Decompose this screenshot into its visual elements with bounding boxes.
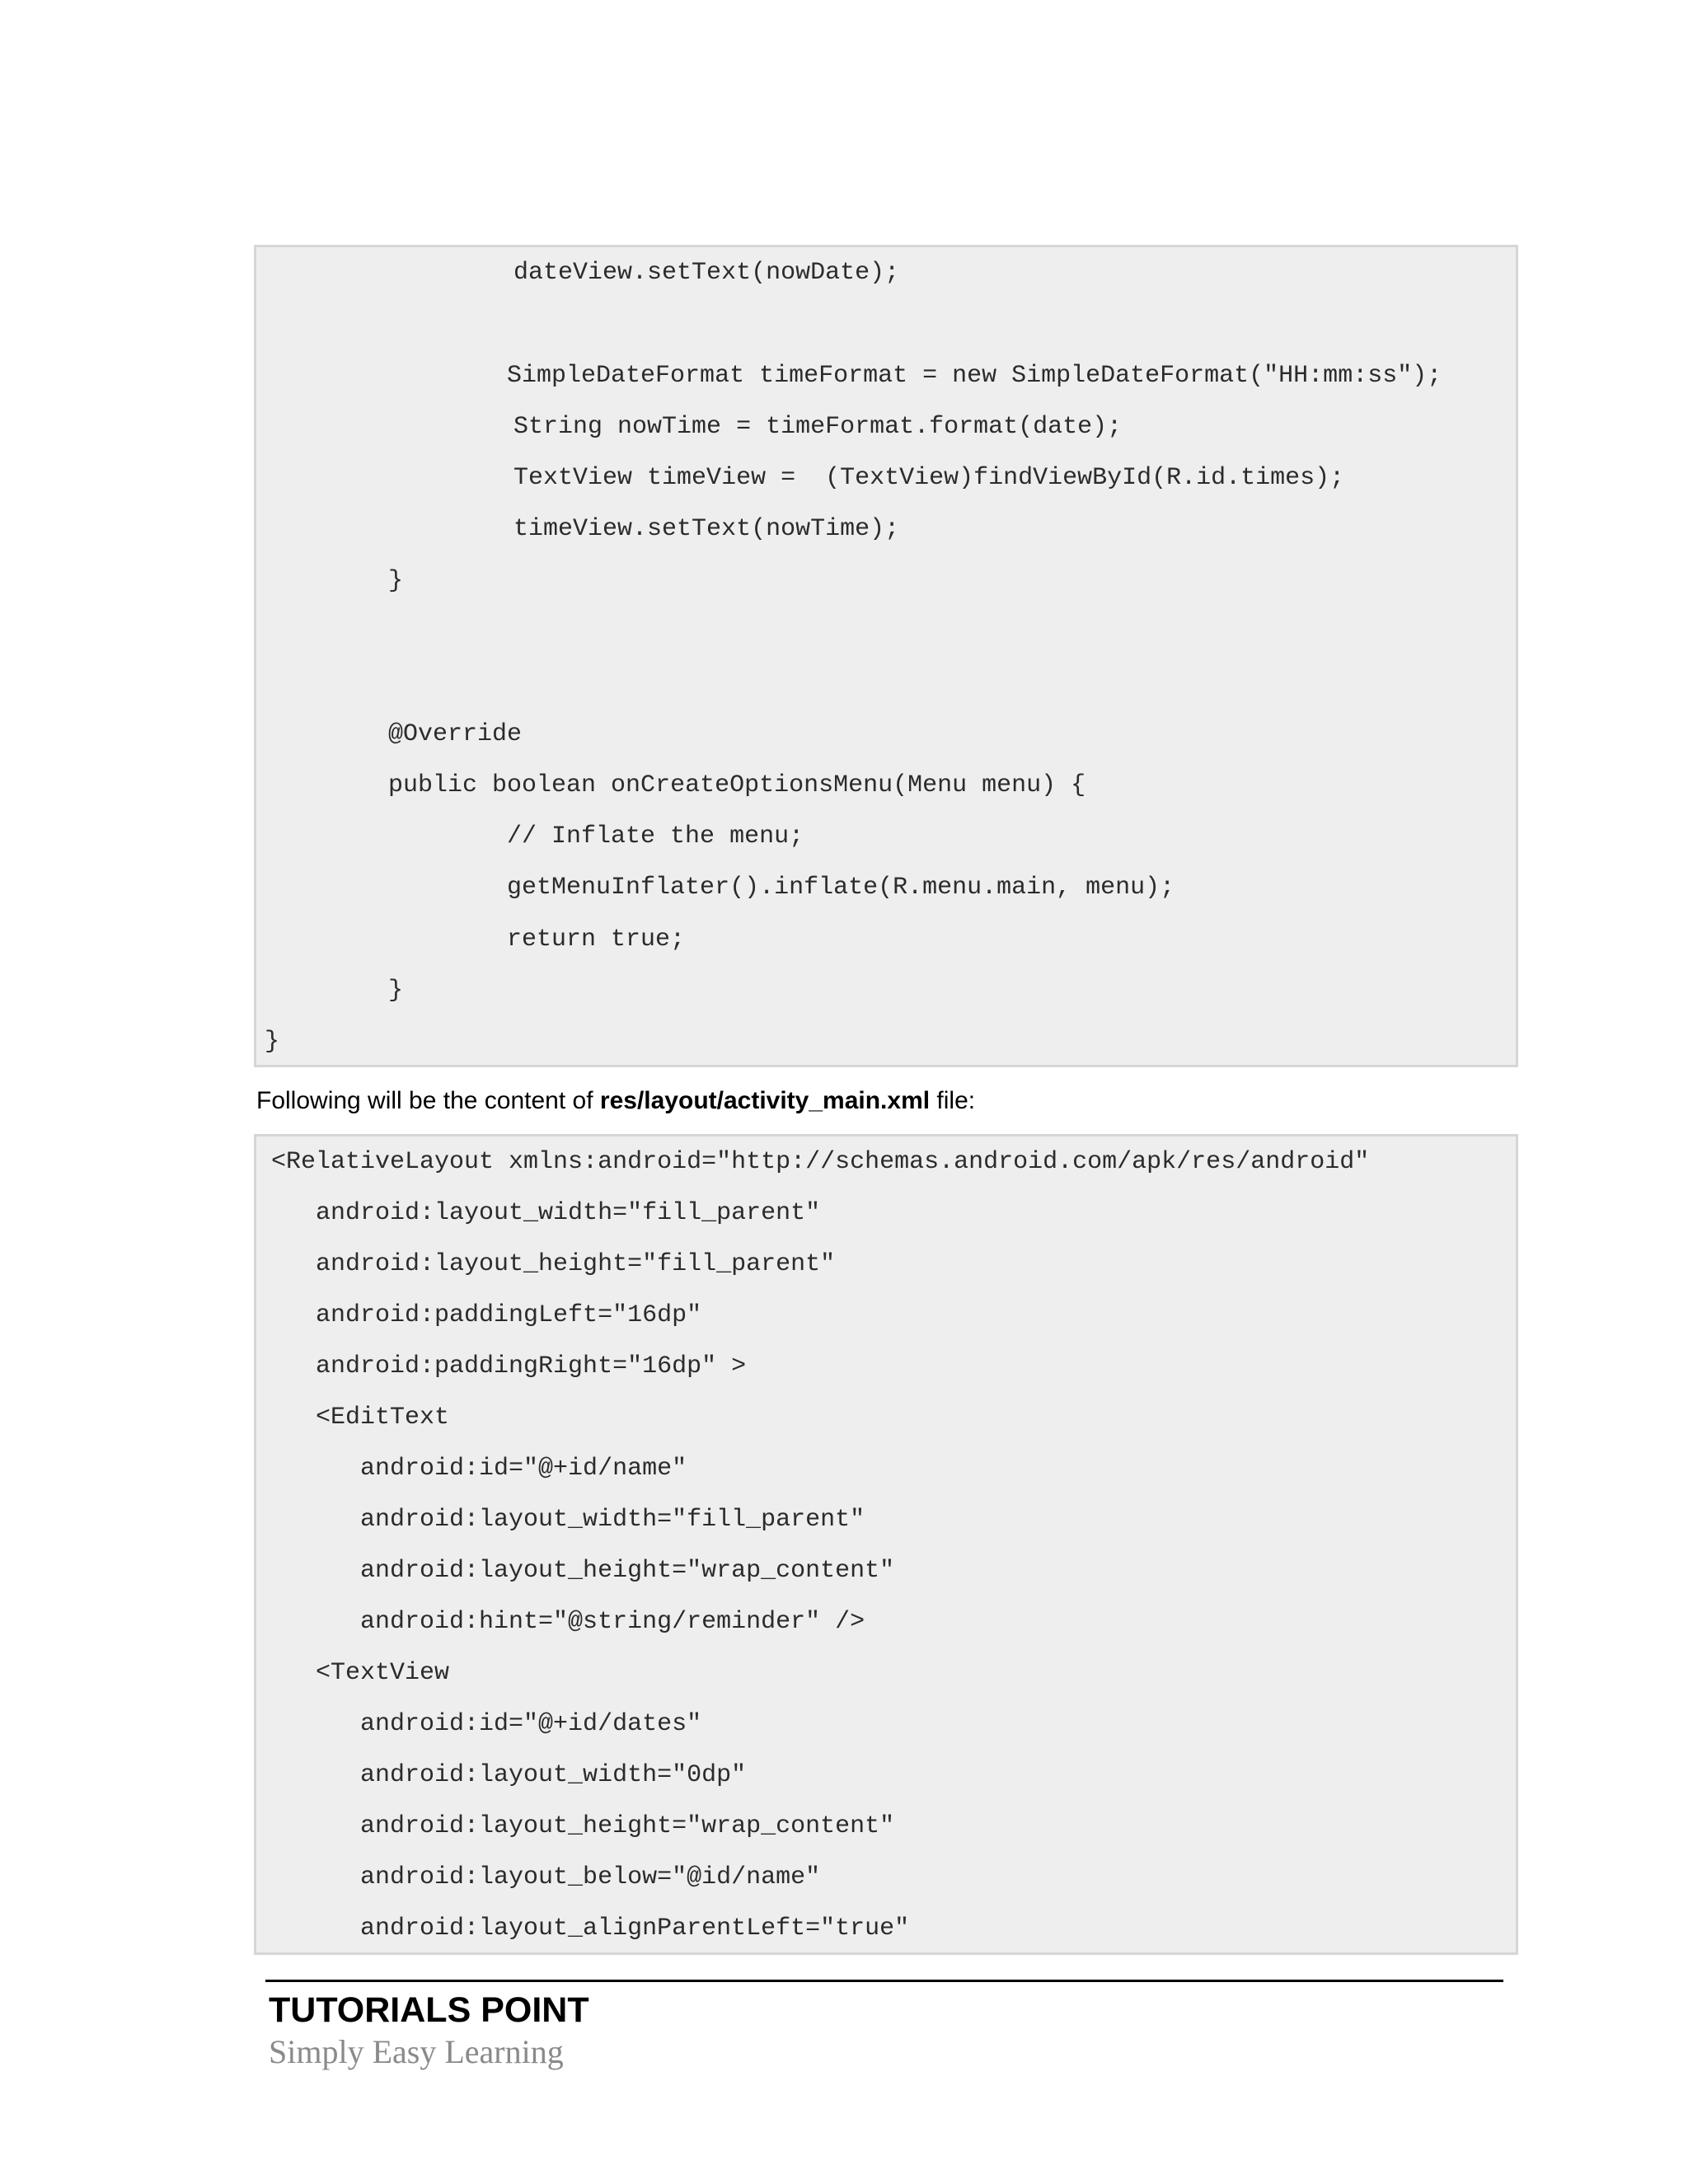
footer-brand: TUTORIALS POINT [269,1990,589,2030]
code-line: String nowTime = timeFormat.format(date); [395,413,1123,441]
code-line: android:layout_height="wrap_content" [271,1812,895,1840]
code-line: android:layout_height="fill_parent" [271,1250,836,1278]
code-line: // Inflate the menu; [388,823,804,851]
code-line: } [265,1028,280,1056]
code-line: dateView.setText(nowDate); [395,259,900,287]
code-line: <RelativeLayout xmlns:android="http://schemas.android.com/apk/res/android" [271,1148,1370,1176]
code-line: return true; [388,926,686,954]
caption-prefix: Following will be the content of [256,1087,600,1114]
code-line: } [329,567,404,595]
code-line: android:layout_below="@id/name" [271,1863,821,1891]
footer-tagline: Simply Easy Learning [269,2033,564,2070]
footer-divider [265,1980,1503,1982]
code-line: android:layout_width="fill_parent" [271,1199,821,1227]
code-line: android:layout_width="0dp" [271,1761,747,1789]
code-line: android:hint="@string/reminder" /> [271,1608,865,1636]
code-line: android:paddingLeft="16dp" [271,1301,702,1329]
code-line: getMenuInflater().inflate(R.menu.main, menu); [388,874,1175,902]
code-line: } [329,977,404,1005]
code-line: android:layout_width="fill_parent" [271,1506,865,1534]
code-line: public boolean onCreateOptionsMenu(Menu menu) { [329,771,1086,799]
code-line: timeView.setText(nowTime); [395,515,900,543]
caption-filename: res/layout/activity_main.xml [599,1087,931,1114]
code-line: TextView timeView = (TextView)findViewById(R.id.times); [395,464,1345,492]
code-line: @Override [329,720,523,748]
code-line: android:id="@+id/name" [271,1455,687,1483]
code-line: android:layout_alignParentLeft="true" [271,1915,910,1943]
caption-suffix: file: [930,1087,976,1114]
code-block-java [254,245,1518,1067]
section-caption [256,1085,975,1118]
code-line: android:paddingRight="16dp" > [271,1352,747,1380]
code-line: android:layout_height="wrap_content" [271,1557,895,1585]
code-line: android:id="@+id/dates" [271,1710,702,1738]
code-line: <EditText [271,1404,450,1432]
code-line: <TextView [271,1659,450,1687]
code-line: SimpleDateFormat timeFormat = new SimpleDateFormat("HH:mm:ss"); [388,362,1442,390]
code-block-xml [254,1134,1518,1955]
